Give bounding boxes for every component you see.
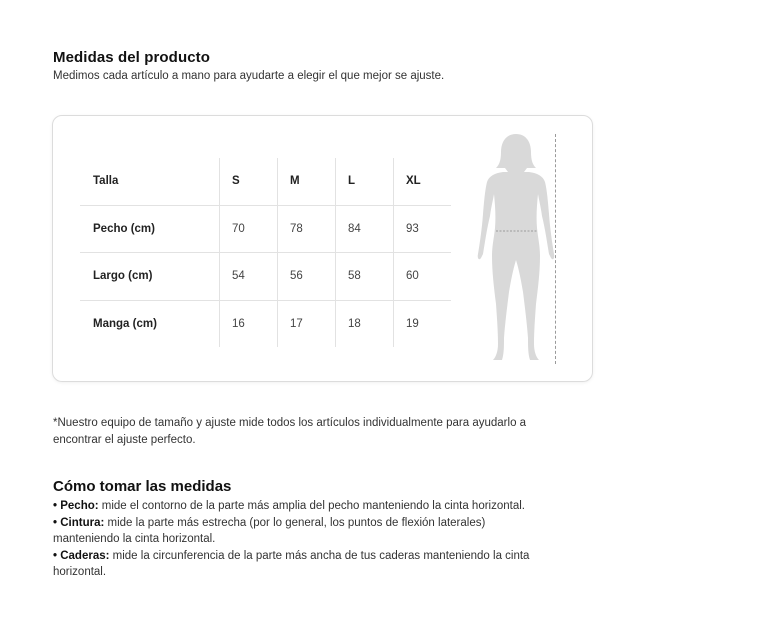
row-label-sleeve: Manga (cm): [80, 300, 220, 347]
table-cell: 16: [220, 300, 278, 347]
row-label-chest: Pecho (cm): [80, 205, 220, 253]
table-header-row: [80, 158, 451, 205]
table-cell: 58: [336, 253, 394, 301]
table-cell: 19: [394, 300, 452, 347]
row-label-length: Largo (cm): [80, 253, 220, 301]
measure-term: Pecho:: [60, 500, 99, 512]
size-l-header: L: [336, 158, 394, 205]
body-silhouette-icon: [471, 132, 561, 366]
height-guide-line: [555, 134, 556, 364]
table-cell: 18: [336, 300, 394, 347]
measure-term: Caderas:: [60, 549, 110, 562]
table-cell: 78: [278, 205, 336, 253]
table-row: [80, 205, 451, 253]
measure-description: mide el contorno de la parte más amplia del pecho manteniendo la cinta horizontal.: [101, 500, 525, 512]
size-table: [80, 158, 451, 347]
table-cell: 70: [220, 205, 278, 253]
table-row: [80, 300, 451, 347]
measurement-note: *Nuestro equipo de tamaño y ajuste mide todos los artículos individualmente para ayudarlo a encontrar el ajuste perfecto.: [53, 417, 527, 446]
table-row: [80, 253, 451, 301]
size-xl-header: XL: [394, 158, 452, 205]
table-cell: 60: [394, 253, 452, 301]
table-cell: 56: [278, 253, 336, 301]
size-header-label: Talla: [93, 175, 119, 188]
bullet-icon: •: [53, 516, 61, 529]
how-to-measure-list: [53, 498, 553, 581]
table-cell: 54: [220, 253, 278, 301]
measure-description: mide la circunferencia de la parte más ancha de tus caderas manteniendo la cinta horizontal.: [53, 549, 530, 578]
size-m-header: M: [278, 158, 336, 205]
measure-term: Cintura:: [60, 516, 105, 529]
bullet-icon: •: [53, 500, 61, 512]
list-item: [53, 515, 553, 548]
measure-description: mide la parte más estrecha (por lo general, los puntos de flexión laterales) manteniendo la cinta horizontal.: [53, 516, 486, 545]
page-subtitle: Medimos cada artículo a mano para ayudarte a elegir el que mejor se ajuste.: [53, 70, 445, 82]
table-cell: 93: [394, 205, 452, 253]
size-chart-card: [52, 115, 593, 382]
table-cell: 17: [278, 300, 336, 347]
list-item: [53, 498, 553, 515]
bullet-icon: •: [53, 549, 61, 562]
list-item: [53, 548, 553, 581]
table-cell: 84: [336, 205, 394, 253]
page-title: Medidas del producto: [53, 49, 211, 66]
how-to-measure-title: Cómo tomar las medidas: [53, 478, 232, 495]
size-s-header: S: [220, 158, 278, 205]
